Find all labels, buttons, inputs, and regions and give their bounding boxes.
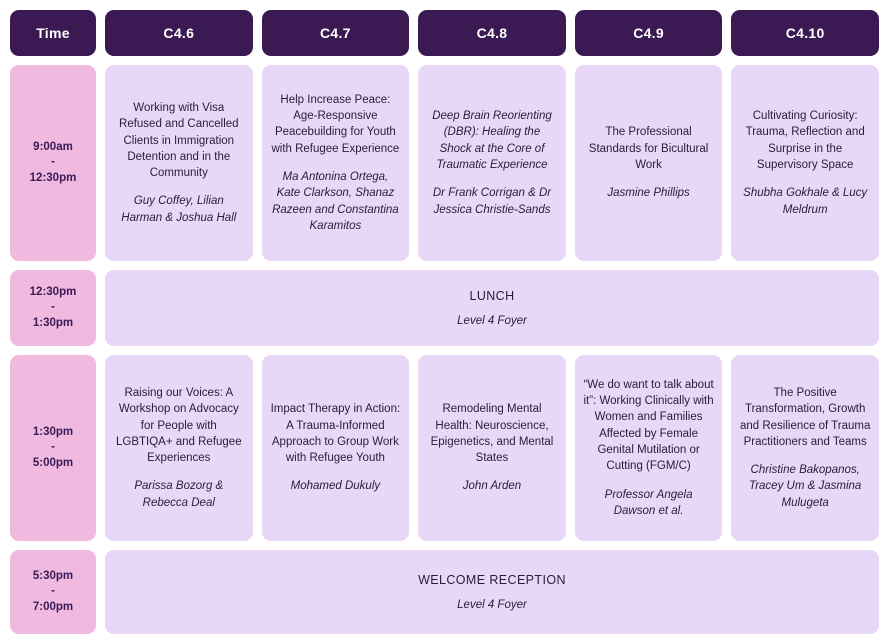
session-card-afternoon-c4-8[interactable] <box>418 355 566 541</box>
time-line-end: 7:00pm <box>32 600 74 613</box>
banner-lunch[interactable] <box>105 270 879 346</box>
session-title: The Positive Transformation, Growth and Resilience of Trauma Practitioners and Teams <box>739 386 871 448</box>
session-title: Deep Brain Reorienting (DBR): Healing the Shock at the Core of Traumatic Experience <box>432 110 552 171</box>
header-cell-room-c4-7 <box>262 10 410 56</box>
session-presenter: Shubha Gokhale & Lucy Meldrum <box>743 187 868 216</box>
banner-title: WELCOME RECEPTION <box>418 573 566 587</box>
time-line-dash: - <box>51 441 55 454</box>
header-room-label: C4.6 <box>163 25 195 41</box>
header-cell-room-c4-9 <box>575 10 723 56</box>
session-title: Help Increase Peace: Age-Responsive Peacebuilding for Youth with Refugee Experience <box>271 93 400 155</box>
session-presenter: Jasmine Phillips <box>607 187 690 200</box>
table-row-lunch <box>10 270 879 346</box>
session-card-morning-c4-9[interactable] <box>575 65 723 261</box>
table-row-reception <box>10 550 879 634</box>
session-title: Cultivating Curiosity: Trauma, Reflection and Surprise in the Supervisory Space <box>745 110 865 171</box>
banner-title: LUNCH <box>469 289 515 303</box>
session-card-afternoon-c4-7[interactable] <box>262 355 410 541</box>
header-cell-room-c4-10 <box>731 10 879 56</box>
session-title: Raising our Voices: A Workshop on Advocacy for People with LGBTIQA+ and Refugee Experiences <box>115 386 242 465</box>
time-line-dash: - <box>51 156 55 169</box>
header-room-label: C4.8 <box>476 25 508 41</box>
header-room-label: C4.9 <box>633 25 664 41</box>
session-card-morning-c4-6[interactable] <box>105 65 253 261</box>
time-line-start: 5:30pm <box>32 569 74 582</box>
session-presenter: John Arden <box>462 480 522 493</box>
session-presenter: Dr Frank Corrigan & Dr Jessica Christie-Sands <box>432 187 552 216</box>
session-title: Remodeling Mental Health: Neuroscience, Epigenetics, and Mental States <box>430 403 554 465</box>
session-title: Impact Therapy in Action: A Trauma-Informed Approach to Group Work with Refugee Youth <box>270 403 401 465</box>
session-title: Working with Visa Refused and Cancelled Clients in Immigration Detention and in the Community <box>119 101 239 180</box>
session-presenter: Guy Coffey, Lilian Harman & Joshua Hall <box>121 195 237 224</box>
banner-location: Level 4 Foyer <box>457 599 527 611</box>
table-header-row <box>10 10 879 56</box>
time-line-dash: - <box>51 301 55 314</box>
session-presenter: Professor Angela Dawson et al. <box>604 488 693 517</box>
time-line-end: 12:30pm <box>29 171 77 184</box>
session-card-morning-c4-8[interactable] <box>418 65 566 261</box>
time-slot-afternoon <box>10 355 96 541</box>
session-card-morning-c4-7[interactable] <box>262 65 410 261</box>
time-line-start: 9:00am <box>33 140 73 153</box>
session-presenter: Mohamed Dukuly <box>290 480 381 493</box>
session-card-afternoon-c4-6[interactable] <box>105 355 253 541</box>
session-card-afternoon-c4-10[interactable] <box>731 355 879 541</box>
time-line-end: 1:30pm <box>32 316 74 329</box>
time-line-start: 1:30pm <box>32 425 74 438</box>
time-slot-lunch <box>10 270 96 346</box>
time-slot-reception <box>10 550 96 634</box>
session-card-morning-c4-10[interactable] <box>731 65 879 261</box>
header-room-label: C4.7 <box>320 25 351 41</box>
session-presenter: Parissa Bozorg & Rebecca Deal <box>134 480 224 509</box>
table-row-morning <box>10 65 879 261</box>
session-title: The Professional Standards for Bicultural Work <box>588 126 709 171</box>
session-card-afternoon-c4-9[interactable] <box>575 355 723 541</box>
header-room-label: C4.10 <box>785 25 825 41</box>
time-line-end: 5:00pm <box>32 456 74 469</box>
banner-location: Level 4 Foyer <box>457 315 527 327</box>
header-time-label: Time <box>36 25 70 41</box>
session-title: “We do want to talk about it”: Working Clinically with Women and Families Affected by Female Genital Mutilation or Cutting (FGM/C) <box>583 378 714 473</box>
time-slot-morning <box>10 65 96 261</box>
banner-welcome-reception[interactable] <box>105 550 879 634</box>
time-line-start: 12:30pm <box>29 285 77 298</box>
session-presenter: Christine Bakopanos, Tracey Um & Jasmina Mulugeta <box>749 464 862 509</box>
header-cell-room-c4-8 <box>418 10 566 56</box>
time-line-dash: - <box>51 585 55 598</box>
header-cell-time <box>10 10 96 56</box>
session-presenter: Ma Antonina Ortega, Kate Clarkson, Shanaz Razeen and Constantina Karamitos <box>272 171 399 232</box>
table-row-afternoon <box>10 355 879 541</box>
header-cell-room-c4-6 <box>105 10 253 56</box>
